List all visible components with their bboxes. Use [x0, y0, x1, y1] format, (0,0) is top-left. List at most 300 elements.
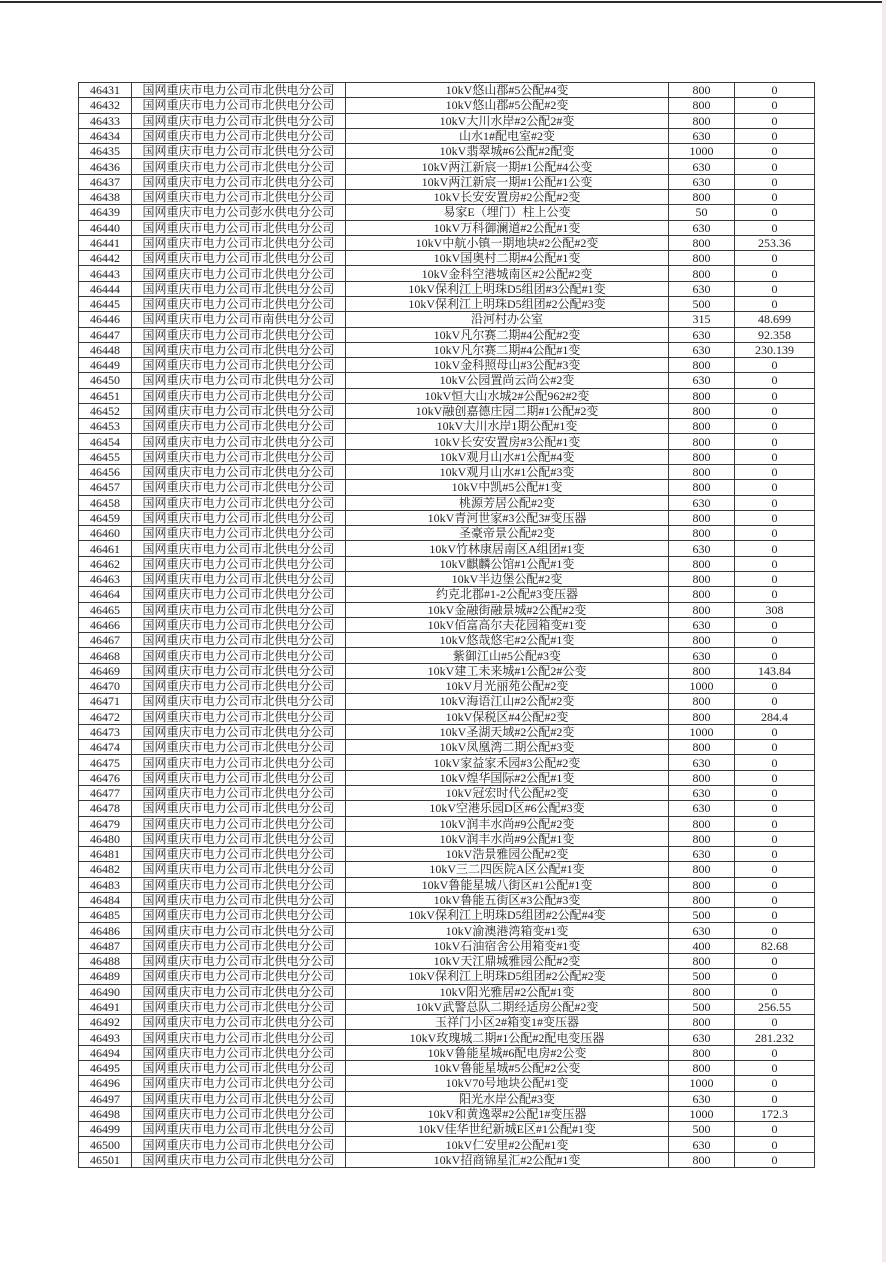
station-name-cell: 10kV佰富高尔夫花园箱变#1变 — [346, 617, 669, 632]
table-row — [79, 205, 815, 220]
row-id-cell: 46487 — [79, 938, 132, 953]
value-cell: 0 — [735, 128, 815, 143]
station-name-cell: 10kV和黄逸翠#2公配1#变压器 — [346, 1106, 669, 1121]
company-cell: 国网重庆市电力公司市北供电分公司 — [132, 128, 346, 143]
station-name-cell: 10kV金科照母山#3公配#3变 — [346, 358, 669, 373]
station-name-cell: 10kV麒麟公馆#1公配#1变 — [346, 556, 669, 571]
row-id-cell: 46444 — [79, 281, 132, 296]
table-row — [79, 220, 815, 235]
row-id-cell: 46479 — [79, 816, 132, 831]
company-cell: 国网重庆市电力公司市北供电分公司 — [132, 770, 346, 785]
company-cell: 国网重庆市电力公司市北供电分公司 — [132, 617, 346, 632]
value-cell: 0 — [735, 847, 815, 862]
row-id-cell: 46437 — [79, 174, 132, 189]
table-row — [79, 1061, 815, 1076]
value-cell: 0 — [735, 572, 815, 587]
capacity-cell: 800 — [669, 984, 735, 999]
company-cell: 国网重庆市电力公司市北供电分公司 — [132, 954, 346, 969]
company-cell: 国网重庆市电力公司市北供电分公司 — [132, 694, 346, 709]
station-name-cell: 10kV圣湖天域#2公配#2变 — [346, 724, 669, 739]
company-cell: 国网重庆市电力公司市北供电分公司 — [132, 1061, 346, 1076]
row-id-cell: 46466 — [79, 617, 132, 632]
table-row — [79, 938, 815, 953]
company-cell: 国网重庆市电力公司市北供电分公司 — [132, 1152, 346, 1167]
capacity-cell: 630 — [669, 847, 735, 862]
row-id-cell: 46468 — [79, 648, 132, 663]
table-row — [79, 235, 815, 250]
table-row — [79, 541, 815, 556]
capacity-cell: 800 — [669, 98, 735, 113]
company-cell: 国网重庆市电力公司市北供电分公司 — [132, 1091, 346, 1106]
station-name-cell: 10kV保利江上明珠D5组团#2公配#3变 — [346, 296, 669, 311]
company-cell: 国网重庆市电力公司市北供电分公司 — [132, 1137, 346, 1152]
value-cell: 0 — [735, 1152, 815, 1167]
company-cell: 国网重庆市电力公司市北供电分公司 — [132, 388, 346, 403]
table-row — [79, 862, 815, 877]
capacity-cell: 800 — [669, 892, 735, 907]
station-name-cell: 10kV海语江山#2公配#2变 — [346, 694, 669, 709]
table-row — [79, 1076, 815, 1091]
row-id-cell: 46438 — [79, 189, 132, 204]
capacity-cell: 800 — [669, 816, 735, 831]
station-name-cell: 10kV翡翠城#6公配#2配变 — [346, 144, 669, 159]
row-id-cell: 46441 — [79, 235, 132, 250]
value-cell: 0 — [735, 403, 815, 418]
capacity-cell: 1000 — [669, 1106, 735, 1121]
capacity-cell: 500 — [669, 999, 735, 1014]
company-cell: 国网重庆市电力公司市北供电分公司 — [132, 449, 346, 464]
capacity-cell: 800 — [669, 480, 735, 495]
value-cell: 0 — [735, 984, 815, 999]
value-cell: 0 — [735, 113, 815, 128]
station-name-cell: 10kV阳光雅居#2公配#1变 — [346, 984, 669, 999]
company-cell: 国网重庆市电力公司市北供电分公司 — [132, 480, 346, 495]
company-cell: 国网重庆市电力公司市北供电分公司 — [132, 373, 346, 388]
value-cell: 0 — [735, 159, 815, 174]
table-row — [79, 419, 815, 434]
value-cell: 256.55 — [735, 999, 815, 1014]
table-row — [79, 403, 815, 418]
capacity-cell: 800 — [669, 602, 735, 617]
table-row — [79, 1137, 815, 1152]
company-cell: 国网重庆市电力公司市北供电分公司 — [132, 541, 346, 556]
station-name-cell: 10kV鲁能星城#5公配#2公变 — [346, 1061, 669, 1076]
row-id-cell: 46439 — [79, 205, 132, 220]
capacity-cell: 800 — [669, 403, 735, 418]
station-name-cell: 10kV悠山郡#5公配#4变 — [346, 83, 669, 98]
station-name-cell: 10kV青河世家#3公配3#变压器 — [346, 510, 669, 525]
table-row — [79, 816, 815, 831]
table-row — [79, 831, 815, 846]
capacity-cell: 800 — [669, 877, 735, 892]
station-name-cell: 10kV长安安置房#3公配#1变 — [346, 434, 669, 449]
value-cell: 0 — [735, 480, 815, 495]
row-id-cell: 46501 — [79, 1152, 132, 1167]
row-id-cell: 46494 — [79, 1045, 132, 1060]
page-edge-line — [882, 0, 886, 1262]
station-name-cell: 10kV煌华国际#2公配#1变 — [346, 770, 669, 785]
company-cell: 国网重庆市电力公司市北供电分公司 — [132, 403, 346, 418]
table-row — [79, 144, 815, 159]
station-name-cell: 10kV保利江上明珠D5组团#2公配#2变 — [346, 969, 669, 984]
value-cell: 0 — [735, 724, 815, 739]
row-id-cell: 46470 — [79, 678, 132, 693]
capacity-cell: 800 — [669, 419, 735, 434]
row-id-cell: 46460 — [79, 526, 132, 541]
value-cell: 0 — [735, 281, 815, 296]
capacity-cell: 630 — [669, 755, 735, 770]
capacity-cell: 800 — [669, 663, 735, 678]
row-id-cell: 46457 — [79, 480, 132, 495]
station-name-cell: 10kV竹林康居南区A组团#1变 — [346, 541, 669, 556]
table-row — [79, 189, 815, 204]
station-name-cell: 10kV三二四医院A区公配#1变 — [346, 862, 669, 877]
company-cell: 国网重庆市电力公司市北供电分公司 — [132, 648, 346, 663]
station-name-cell: 10kV浩景雅园公配#2变 — [346, 847, 669, 862]
capacity-cell: 630 — [669, 648, 735, 663]
station-name-cell: 10kV长安安置房#2公配#2变 — [346, 189, 669, 204]
table-row — [79, 266, 815, 281]
table-row — [79, 954, 815, 969]
table-row — [79, 1091, 815, 1106]
value-cell: 0 — [735, 770, 815, 785]
table-row — [79, 281, 815, 296]
company-cell: 国网重庆市电力公司市北供电分公司 — [132, 969, 346, 984]
table-row — [79, 556, 815, 571]
station-name-cell: 10kV鲁能星城#6配电房#2公变 — [346, 1045, 669, 1060]
capacity-cell: 800 — [669, 449, 735, 464]
station-name-cell: 10kV家益家禾园#3公配#2变 — [346, 755, 669, 770]
capacity-cell: 630 — [669, 801, 735, 816]
row-id-cell: 46448 — [79, 342, 132, 357]
capacity-cell: 800 — [669, 1045, 735, 1060]
company-cell: 国网重庆市电力公司市北供电分公司 — [132, 785, 346, 800]
value-cell: 0 — [735, 954, 815, 969]
table-row — [79, 770, 815, 785]
station-name-cell: 10kV建工未来城#1公配2#公变 — [346, 663, 669, 678]
capacity-cell: 630 — [669, 174, 735, 189]
table-row — [79, 296, 815, 311]
row-id-cell: 46477 — [79, 785, 132, 800]
value-cell: 0 — [735, 189, 815, 204]
value-cell: 0 — [735, 892, 815, 907]
capacity-cell: 800 — [669, 113, 735, 128]
capacity-cell: 630 — [669, 327, 735, 342]
table-row — [79, 999, 815, 1014]
company-cell: 国网重庆市电力公司市北供电分公司 — [132, 327, 346, 342]
row-id-cell: 46486 — [79, 923, 132, 938]
row-id-cell: 46469 — [79, 663, 132, 678]
capacity-cell: 630 — [669, 373, 735, 388]
row-id-cell: 46431 — [79, 83, 132, 98]
company-cell: 国网重庆市电力公司市北供电分公司 — [132, 1015, 346, 1030]
table-row — [79, 923, 815, 938]
row-id-cell: 46465 — [79, 602, 132, 617]
table-row — [79, 388, 815, 403]
company-cell: 国网重庆市电力公司市北供电分公司 — [132, 358, 346, 373]
capacity-cell: 630 — [669, 617, 735, 632]
station-name-cell: 10kV润丰水尚#9公配#1变 — [346, 831, 669, 846]
station-name-cell: 10kV保利江上明珠D5组团#2公配#4变 — [346, 908, 669, 923]
station-name-cell: 10kV融创嘉德庄园二期#1公配#2变 — [346, 403, 669, 418]
company-cell: 国网重庆市电力公司市北供电分公司 — [132, 495, 346, 510]
value-cell: 0 — [735, 877, 815, 892]
capacity-cell: 400 — [669, 938, 735, 953]
value-cell: 0 — [735, 923, 815, 938]
company-cell: 国网重庆市电力公司市北供电分公司 — [132, 847, 346, 862]
capacity-cell: 800 — [669, 510, 735, 525]
station-name-cell: 10kV凤凰湾二期公配#3变 — [346, 740, 669, 755]
table-row — [79, 801, 815, 816]
company-cell: 国网重庆市电力公司市北供电分公司 — [132, 251, 346, 266]
value-cell: 48.699 — [735, 312, 815, 327]
company-cell: 国网重庆市电力公司市北供电分公司 — [132, 1045, 346, 1060]
table-row — [79, 648, 815, 663]
station-name-cell: 紫御江山#5公配#3变 — [346, 648, 669, 663]
row-id-cell: 46449 — [79, 358, 132, 373]
capacity-cell: 800 — [669, 572, 735, 587]
table-row — [79, 342, 815, 357]
value-cell: 0 — [735, 587, 815, 602]
row-id-cell: 46451 — [79, 388, 132, 403]
station-name-cell: 易家E（埋门）柱上公变 — [346, 205, 669, 220]
table-row — [79, 847, 815, 862]
capacity-cell: 630 — [669, 541, 735, 556]
value-cell: 0 — [735, 694, 815, 709]
row-id-cell: 46475 — [79, 755, 132, 770]
value-cell: 0 — [735, 83, 815, 98]
value-cell: 0 — [735, 816, 815, 831]
table-row — [79, 312, 815, 327]
row-id-cell: 46492 — [79, 1015, 132, 1030]
station-name-cell: 约克北郡#1-2公配#3变压器 — [346, 587, 669, 602]
station-name-cell: 10kV金融街融景城#2公配#2变 — [346, 602, 669, 617]
station-name-cell: 10kV半边堡公配#2变 — [346, 572, 669, 587]
row-id-cell: 46493 — [79, 1030, 132, 1045]
station-name-cell: 10kV武警总队二期经适房公配#2变 — [346, 999, 669, 1014]
station-name-cell: 10kV公园置尚云尚公#2变 — [346, 373, 669, 388]
capacity-cell: 630 — [669, 495, 735, 510]
station-name-cell: 10kV两江新宸一期#1公配#1公变 — [346, 174, 669, 189]
company-cell: 国网重庆市电力公司市北供电分公司 — [132, 740, 346, 755]
row-id-cell: 46483 — [79, 877, 132, 892]
capacity-cell: 800 — [669, 434, 735, 449]
capacity-cell: 800 — [669, 1061, 735, 1076]
capacity-cell: 800 — [669, 709, 735, 724]
table-row — [79, 663, 815, 678]
value-cell: 0 — [735, 1015, 815, 1030]
row-id-cell: 46433 — [79, 113, 132, 128]
row-id-cell: 46498 — [79, 1106, 132, 1121]
row-id-cell: 46454 — [79, 434, 132, 449]
station-name-cell: 10kV悠山郡#5公配#2变 — [346, 98, 669, 113]
company-cell: 国网重庆市电力公司市北供电分公司 — [132, 1076, 346, 1091]
row-id-cell: 46473 — [79, 724, 132, 739]
station-name-cell: 10kV保利江上明珠D5组团#3公配#1变 — [346, 281, 669, 296]
company-cell: 国网重庆市电力公司市北供电分公司 — [132, 908, 346, 923]
company-cell: 国网重庆市电力公司市北供电分公司 — [132, 587, 346, 602]
company-cell: 国网重庆市电力公司市北供电分公司 — [132, 938, 346, 953]
capacity-cell: 800 — [669, 831, 735, 846]
value-cell: 0 — [735, 358, 815, 373]
value-cell: 284.4 — [735, 709, 815, 724]
station-name-cell: 10kV保税区#4公配#2变 — [346, 709, 669, 724]
station-name-cell: 阳光水岸公配#3变 — [346, 1091, 669, 1106]
company-cell: 国网重庆市电力公司市北供电分公司 — [132, 266, 346, 281]
station-name-cell: 桃源芳居公配#2变 — [346, 495, 669, 510]
company-cell: 国网重庆市电力公司彭水供电分公司 — [132, 205, 346, 220]
value-cell: 230.139 — [735, 342, 815, 357]
row-id-cell: 46489 — [79, 969, 132, 984]
row-id-cell: 46452 — [79, 403, 132, 418]
row-id-cell: 46450 — [79, 373, 132, 388]
company-cell: 国网重庆市电力公司市北供电分公司 — [132, 465, 346, 480]
capacity-cell: 1000 — [669, 724, 735, 739]
row-id-cell: 46476 — [79, 770, 132, 785]
row-id-cell: 46464 — [79, 587, 132, 602]
value-cell: 0 — [735, 205, 815, 220]
capacity-cell: 800 — [669, 83, 735, 98]
value-cell: 0 — [735, 617, 815, 632]
value-cell: 0 — [735, 755, 815, 770]
value-cell: 0 — [735, 1061, 815, 1076]
value-cell: 0 — [735, 969, 815, 984]
company-cell: 国网重庆市电力公司市北供电分公司 — [132, 1122, 346, 1137]
row-id-cell: 46440 — [79, 220, 132, 235]
table-row — [79, 449, 815, 464]
value-cell: 0 — [735, 862, 815, 877]
company-cell: 国网重庆市电力公司市北供电分公司 — [132, 98, 346, 113]
station-name-cell: 10kV观月山水#1公配#3变 — [346, 465, 669, 480]
row-id-cell: 46435 — [79, 144, 132, 159]
capacity-cell: 630 — [669, 785, 735, 800]
row-id-cell: 46445 — [79, 296, 132, 311]
capacity-cell: 630 — [669, 1137, 735, 1152]
table-row — [79, 602, 815, 617]
capacity-cell: 800 — [669, 770, 735, 785]
row-id-cell: 46455 — [79, 449, 132, 464]
company-cell: 国网重庆市电力公司市北供电分公司 — [132, 572, 346, 587]
table-row — [79, 83, 815, 98]
capacity-cell: 630 — [669, 923, 735, 938]
value-cell: 0 — [735, 449, 815, 464]
capacity-cell: 800 — [669, 526, 735, 541]
value-cell: 0 — [735, 556, 815, 571]
value-cell: 0 — [735, 434, 815, 449]
value-cell: 0 — [735, 678, 815, 693]
company-cell: 国网重庆市电力公司市北供电分公司 — [132, 724, 346, 739]
company-cell: 国网重庆市电力公司市北供电分公司 — [132, 174, 346, 189]
row-id-cell: 46453 — [79, 419, 132, 434]
row-id-cell: 46481 — [79, 847, 132, 862]
table-row — [79, 373, 815, 388]
company-cell: 国网重庆市电力公司市北供电分公司 — [132, 526, 346, 541]
table-row — [79, 617, 815, 632]
row-id-cell: 46456 — [79, 465, 132, 480]
station-name-cell: 10kV70号地块公配#1变 — [346, 1076, 669, 1091]
row-id-cell: 46446 — [79, 312, 132, 327]
company-cell: 国网重庆市电力公司市北供电分公司 — [132, 159, 346, 174]
company-cell: 国网重庆市电力公司市北供电分公司 — [132, 1030, 346, 1045]
value-cell: 0 — [735, 1137, 815, 1152]
row-id-cell: 46474 — [79, 740, 132, 755]
table-row — [79, 984, 815, 999]
value-cell: 172.3 — [735, 1106, 815, 1121]
value-cell: 0 — [735, 373, 815, 388]
capacity-cell: 500 — [669, 1122, 735, 1137]
company-cell: 国网重庆市电力公司市北供电分公司 — [132, 83, 346, 98]
table-row — [79, 159, 815, 174]
row-id-cell: 46490 — [79, 984, 132, 999]
row-id-cell: 46443 — [79, 266, 132, 281]
station-name-cell: 10kV佳华世纪新城E区#1公配#1变 — [346, 1122, 669, 1137]
company-cell: 国网重庆市电力公司市北供电分公司 — [132, 633, 346, 648]
company-cell: 国网重庆市电力公司市北供电分公司 — [132, 220, 346, 235]
table-row — [79, 908, 815, 923]
row-id-cell: 46461 — [79, 541, 132, 556]
value-cell: 0 — [735, 908, 815, 923]
row-id-cell: 46491 — [79, 999, 132, 1014]
company-cell: 国网重庆市电力公司市北供电分公司 — [132, 892, 346, 907]
top-rule — [0, 1, 884, 3]
station-name-cell: 10kV大川水岸1期公配#1变 — [346, 419, 669, 434]
station-name-cell: 10kV中凯#5公配#1变 — [346, 480, 669, 495]
company-cell: 国网重庆市电力公司市北供电分公司 — [132, 144, 346, 159]
row-id-cell: 46434 — [79, 128, 132, 143]
station-name-cell: 10kV国奥村二期#4公配#1变 — [346, 251, 669, 266]
value-cell: 0 — [735, 1045, 815, 1060]
capacity-cell: 800 — [669, 388, 735, 403]
value-cell: 0 — [735, 785, 815, 800]
station-name-cell: 10kV大川水岸#2公配2#变 — [346, 113, 669, 128]
table-row — [79, 678, 815, 693]
row-id-cell: 46462 — [79, 556, 132, 571]
station-name-cell: 10kV仁安里#2公配#1变 — [346, 1137, 669, 1152]
station-name-cell: 10kV悠哉悠宅#2公配#1变 — [346, 633, 669, 648]
row-id-cell: 46442 — [79, 251, 132, 266]
value-cell: 0 — [735, 144, 815, 159]
row-id-cell: 46482 — [79, 862, 132, 877]
value-cell: 0 — [735, 526, 815, 541]
table-row — [79, 174, 815, 189]
row-id-cell: 46432 — [79, 98, 132, 113]
row-id-cell: 46478 — [79, 801, 132, 816]
capacity-cell: 630 — [669, 342, 735, 357]
value-cell: 308 — [735, 602, 815, 617]
row-id-cell: 46463 — [79, 572, 132, 587]
value-cell: 0 — [735, 510, 815, 525]
company-cell: 国网重庆市电力公司市北供电分公司 — [132, 709, 346, 724]
company-cell: 国网重庆市电力公司市北供电分公司 — [132, 663, 346, 678]
table-row — [79, 128, 815, 143]
table-row — [79, 785, 815, 800]
capacity-cell: 800 — [669, 358, 735, 373]
value-cell: 92.358 — [735, 327, 815, 342]
row-id-cell: 46458 — [79, 495, 132, 510]
company-cell: 国网重庆市电力公司市北供电分公司 — [132, 831, 346, 846]
station-name-cell: 10kV观月山水#1公配#4变 — [346, 449, 669, 464]
company-cell: 国网重庆市电力公司市北供电分公司 — [132, 235, 346, 250]
capacity-cell: 630 — [669, 1091, 735, 1106]
company-cell: 国网重庆市电力公司市北供电分公司 — [132, 113, 346, 128]
station-name-cell: 10kV凡尔赛二期#4公配#2变 — [346, 327, 669, 342]
value-cell: 0 — [735, 541, 815, 556]
capacity-cell: 630 — [669, 281, 735, 296]
station-name-cell: 10kV鲁能五街区#3公配#3变 — [346, 892, 669, 907]
table-row — [79, 495, 815, 510]
row-id-cell: 46447 — [79, 327, 132, 342]
table-row — [79, 465, 815, 480]
